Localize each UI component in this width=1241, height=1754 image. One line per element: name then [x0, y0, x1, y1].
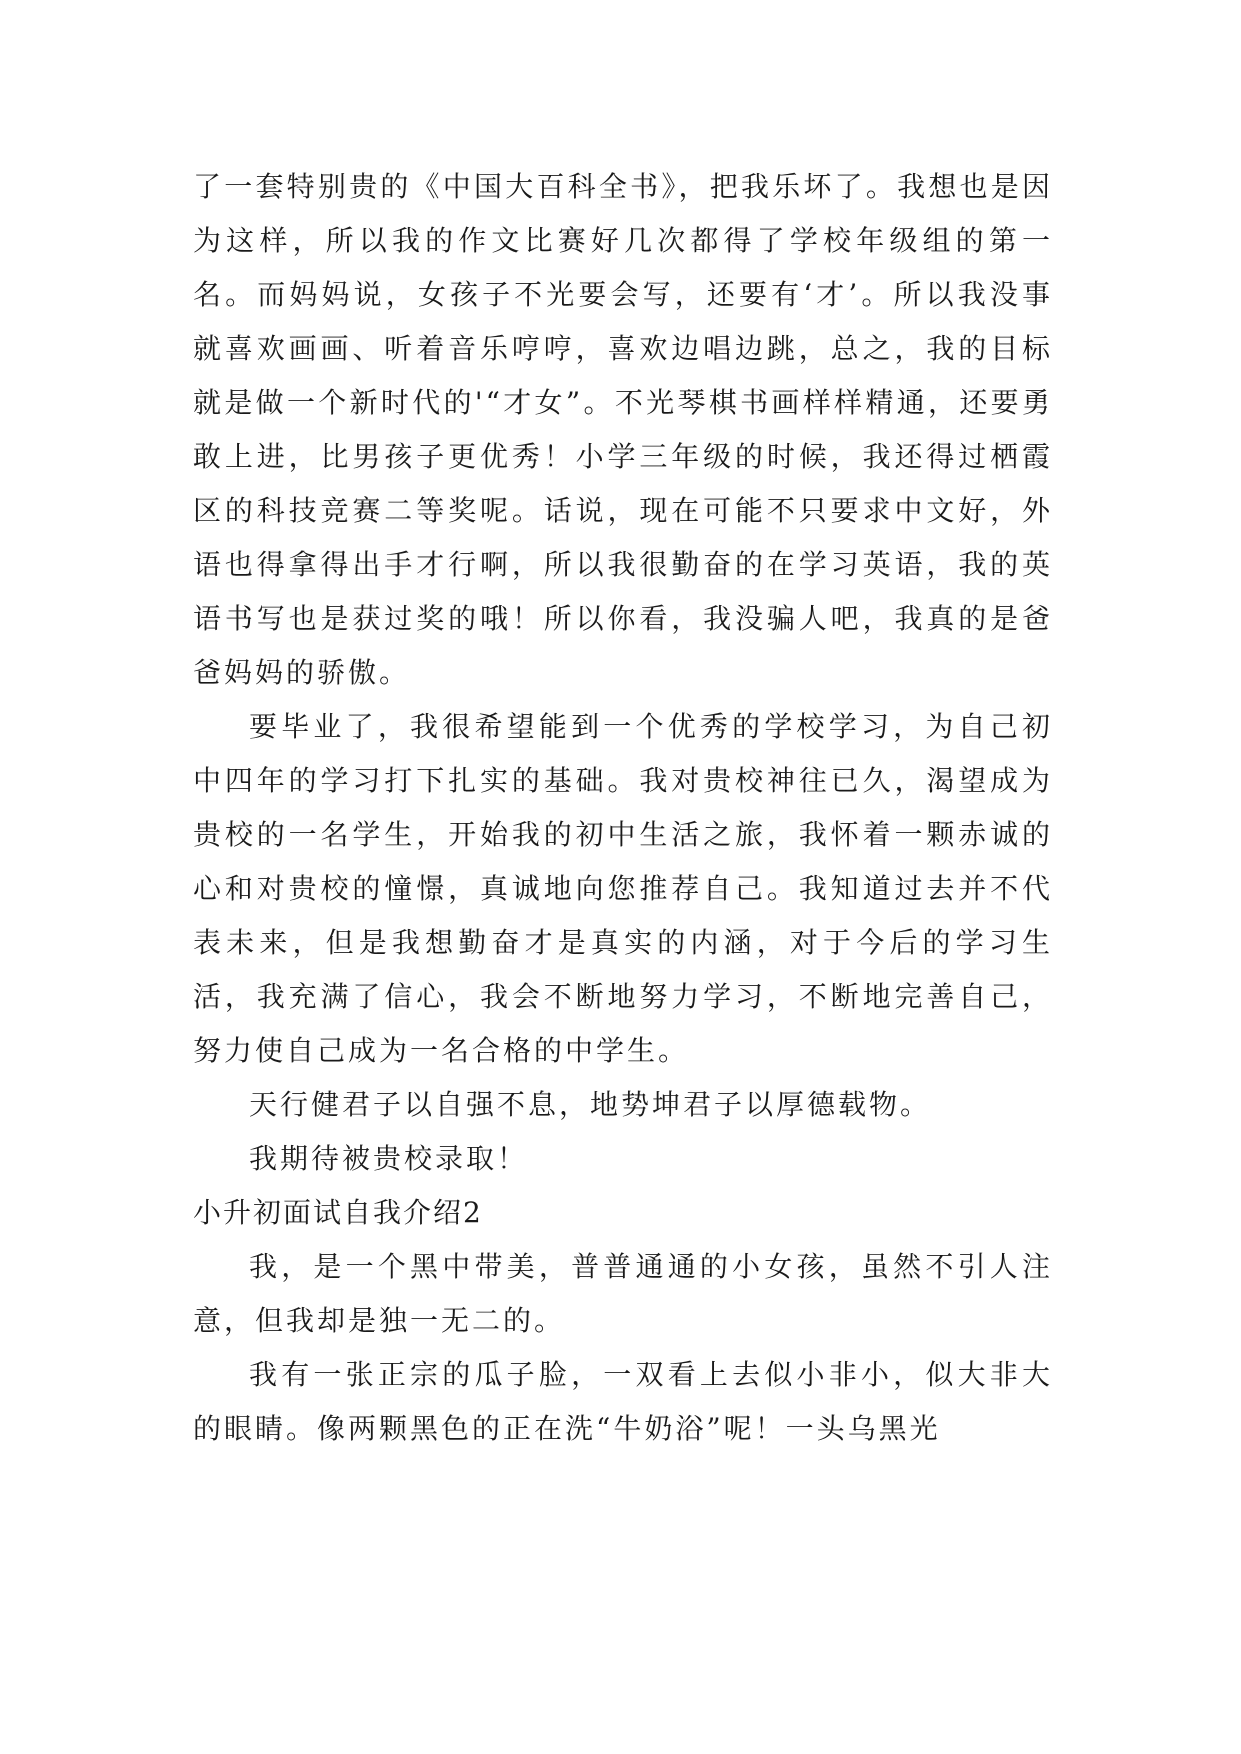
document-body — [193, 160, 1053, 1456]
paragraph-appearance: 我有一张正宗的瓜子脸，一双看上去似小非小，似大非大的眼睛。像两颗黑色的正在洗“牛奶浴”呢！一头乌黑光 — [193, 1358, 1053, 1445]
paragraph-intro: 我，是一个黑中带美，普普通通的小女孩，虽然不引人注意，但我却是独一无二的。 — [193, 1250, 1053, 1337]
section-heading: 小升初面试自我介绍2 — [193, 1196, 483, 1229]
paragraph-motto: 天行健君子以自强不息，地势坤君子以厚德载物。 — [249, 1088, 932, 1121]
paragraph-closing: 我期待被贵校录取！ — [249, 1142, 529, 1175]
paragraph-continuation: 了一套特别贵的《中国大百科全书》，把我乐坏了。我想也是因为这样，所以我的作文比赛好几次都得了学校年级组的第一名。而妈妈说，女孩子不光要会写，还要有‘才’。所以我没事就喜欢画画、听着音乐哼哼，喜欢边唱边跳，总之，我的目标就是做一个新时代的'“才女”。不光琴棋书画样样精通，还要勇敢上进，比男孩子更优秀！小学三年级的时候，我还得过栖霞区的科技竞赛二等奖呢。话说，现在可能不只要求中文好，外语也得拿得出手才行啊，所以我很勤奋的在学习英语，我的英语书写也是获过奖的哦！所以你看，我没骗人吧，我真的是爸爸妈妈的骄傲。 — [193, 170, 1053, 689]
paragraph-graduation: 要毕业了，我很希望能到一个优秀的学校学习，为自己初中四年的学习打下扎实的基础。我对贵校神往已久，渴望成为贵校的一名学生，开始我的初中生活之旅，我怀着一颗赤诚的心和对贵校的憧憬，真诚地向您推荐自己。我知道过去并不代表未来，但是我想勤奋才是真实的内涵，对于今后的学习生活，我充满了信心，我会不断地努力学习，不断地完善自己，努力使自己成为一名合格的中学生。 — [193, 710, 1053, 1067]
